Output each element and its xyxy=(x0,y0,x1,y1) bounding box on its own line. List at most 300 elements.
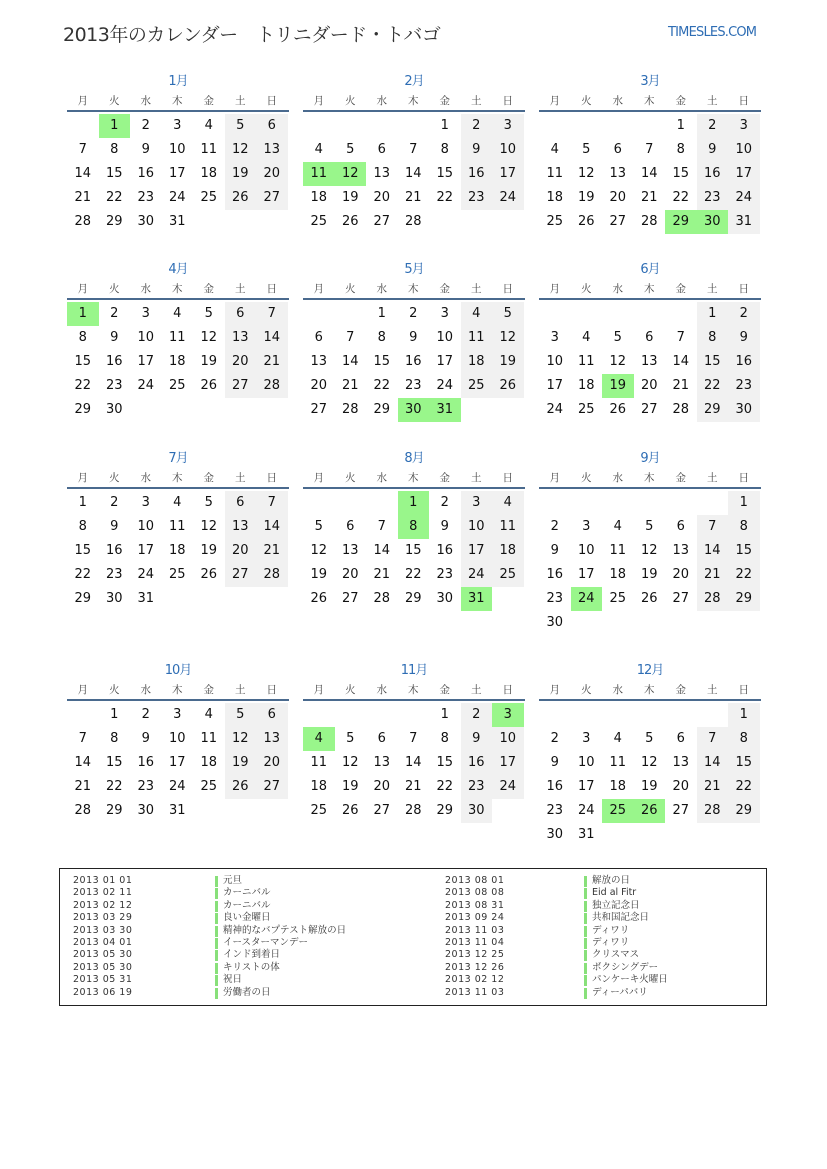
day-cell[interactable]: 14 xyxy=(74,166,92,181)
day-cell[interactable]: 23 xyxy=(697,186,729,210)
day-cell[interactable]: 8 xyxy=(110,142,119,157)
day-cell[interactable]: 6 xyxy=(645,330,654,345)
day-cell[interactable]: 28 xyxy=(672,402,690,417)
day-cell[interactable]: 13 xyxy=(256,138,288,162)
day-cell[interactable]: 29 xyxy=(105,803,123,818)
day-cell[interactable]: 6 xyxy=(225,302,257,326)
day-cell[interactable]: 19 xyxy=(225,162,257,186)
day-cell[interactable]: 2 xyxy=(461,703,493,727)
day-cell[interactable]: 18 xyxy=(200,755,218,770)
day-cell[interactable]: 9 xyxy=(461,138,493,162)
day-cell[interactable]: 29 xyxy=(697,398,729,422)
day-cell[interactable]: 25 xyxy=(200,190,218,205)
day-cell[interactable]: 17 xyxy=(168,755,186,770)
day-cell[interactable]: 13 xyxy=(672,755,690,770)
day-cell[interactable]: 29 xyxy=(373,402,391,417)
day-cell[interactable]: 3 xyxy=(582,731,591,746)
day-cell[interactable]: 15 xyxy=(697,350,729,374)
day-cell[interactable]: 8 xyxy=(728,727,760,751)
day-cell[interactable]: 27 xyxy=(672,803,690,818)
day-cell[interactable]: 15 xyxy=(436,166,454,181)
day-cell[interactable]: 21 xyxy=(256,350,288,374)
day-cell[interactable]: 8 xyxy=(440,731,449,746)
day-cell[interactable]: 4 xyxy=(613,519,622,534)
day-cell[interactable]: 20 xyxy=(640,378,658,393)
day-cell[interactable]: 2 xyxy=(110,306,119,321)
day-cell[interactable]: 23 xyxy=(436,567,454,582)
day-cell[interactable]: 27 xyxy=(256,186,288,210)
day-cell[interactable]: 31 xyxy=(728,210,760,234)
day-cell[interactable]: 22 xyxy=(436,190,454,205)
day-cell[interactable]: 1 xyxy=(377,306,386,321)
day-cell[interactable]: 10 xyxy=(546,354,564,369)
day-cell[interactable]: 18 xyxy=(609,779,627,794)
day-cell[interactable]: 15 xyxy=(672,166,690,181)
day-cell[interactable]: 28 xyxy=(74,214,92,229)
day-cell[interactable]: 26 xyxy=(492,374,524,398)
day-cell[interactable]: 2 xyxy=(110,495,119,510)
day-cell[interactable]: 11 xyxy=(168,519,186,534)
day-cell[interactable]: 8 xyxy=(78,519,87,534)
day-cell[interactable]: 5 xyxy=(204,495,213,510)
day-cell[interactable]: 25 xyxy=(310,803,328,818)
day-cell[interactable]: 28 xyxy=(404,214,422,229)
day-cell[interactable]: 9 xyxy=(141,142,150,157)
day-cell[interactable]: 24 xyxy=(461,563,493,587)
day-cell[interactable]: 30 xyxy=(436,591,454,606)
day-cell[interactable]: 20 xyxy=(341,567,359,582)
day-cell[interactable]: 19 xyxy=(341,190,359,205)
day-cell[interactable]: 2 xyxy=(728,302,760,326)
day-cell[interactable]: 26 xyxy=(225,186,257,210)
day-cell[interactable]: 14 xyxy=(341,354,359,369)
day-cell[interactable]: 30 xyxy=(461,799,493,823)
day-cell[interactable]: 25 xyxy=(546,214,564,229)
day-cell[interactable]: 3 xyxy=(461,491,493,515)
holiday-day-cell[interactable]: 4 xyxy=(303,727,335,751)
day-cell[interactable]: 5 xyxy=(582,142,591,157)
day-cell[interactable]: 24 xyxy=(492,186,524,210)
holiday-day-cell[interactable]: 24 xyxy=(571,587,603,611)
day-cell[interactable]: 17 xyxy=(436,354,454,369)
day-cell[interactable]: 3 xyxy=(550,330,559,345)
day-cell[interactable]: 28 xyxy=(74,803,92,818)
brand-logo[interactable]: TIMESLES.COM xyxy=(668,25,757,40)
day-cell[interactable]: 7 xyxy=(676,330,685,345)
day-cell[interactable]: 1 xyxy=(676,118,685,133)
day-cell[interactable]: 10 xyxy=(492,727,524,751)
day-cell[interactable]: 24 xyxy=(168,779,186,794)
day-cell[interactable]: 23 xyxy=(461,775,493,799)
day-cell[interactable]: 30 xyxy=(728,398,760,422)
day-cell[interactable]: 17 xyxy=(546,378,564,393)
holiday-day-cell[interactable]: 30 xyxy=(697,210,729,234)
day-cell[interactable]: 11 xyxy=(310,755,328,770)
day-cell[interactable]: 16 xyxy=(461,751,493,775)
day-cell[interactable]: 7 xyxy=(377,519,386,534)
day-cell[interactable]: 16 xyxy=(546,779,564,794)
day-cell[interactable]: 11 xyxy=(492,515,524,539)
day-cell[interactable]: 23 xyxy=(461,186,493,210)
day-cell[interactable]: 27 xyxy=(373,803,391,818)
day-cell[interactable]: 10 xyxy=(492,138,524,162)
day-cell[interactable]: 20 xyxy=(256,162,288,186)
day-cell[interactable]: 24 xyxy=(546,402,564,417)
day-cell[interactable]: 22 xyxy=(373,378,391,393)
day-cell[interactable]: 11 xyxy=(168,330,186,345)
holiday-day-cell[interactable]: 1 xyxy=(398,491,430,515)
holiday-day-cell[interactable]: 19 xyxy=(602,374,634,398)
day-cell[interactable]: 10 xyxy=(137,519,155,534)
day-cell[interactable]: 27 xyxy=(256,775,288,799)
day-cell[interactable]: 12 xyxy=(341,755,359,770)
day-cell[interactable]: 5 xyxy=(613,330,622,345)
day-cell[interactable]: 20 xyxy=(672,779,690,794)
day-cell[interactable]: 26 xyxy=(341,214,359,229)
day-cell[interactable]: 26 xyxy=(225,775,257,799)
holiday-day-cell[interactable]: 29 xyxy=(665,210,697,234)
day-cell[interactable]: 4 xyxy=(314,142,323,157)
day-cell[interactable]: 22 xyxy=(672,190,690,205)
holiday-day-cell[interactable]: 12 xyxy=(335,162,367,186)
day-cell[interactable]: 14 xyxy=(256,515,288,539)
day-cell[interactable]: 5 xyxy=(314,519,323,534)
day-cell[interactable]: 1 xyxy=(78,495,87,510)
day-cell[interactable]: 22 xyxy=(728,563,760,587)
day-cell[interactable]: 26 xyxy=(577,214,595,229)
day-cell[interactable]: 23 xyxy=(728,374,760,398)
day-cell[interactable]: 15 xyxy=(404,543,422,558)
day-cell[interactable]: 6 xyxy=(225,491,257,515)
day-cell[interactable]: 13 xyxy=(225,326,257,350)
day-cell[interactable]: 3 xyxy=(173,118,182,133)
day-cell[interactable]: 24 xyxy=(137,567,155,582)
day-cell[interactable]: 7 xyxy=(256,302,288,326)
day-cell[interactable]: 1 xyxy=(728,703,760,727)
day-cell[interactable]: 28 xyxy=(341,402,359,417)
day-cell[interactable]: 21 xyxy=(341,378,359,393)
day-cell[interactable]: 7 xyxy=(697,727,729,751)
day-cell[interactable]: 28 xyxy=(697,799,729,823)
day-cell[interactable]: 25 xyxy=(461,374,493,398)
day-cell[interactable]: 18 xyxy=(577,378,595,393)
day-cell[interactable]: 7 xyxy=(645,142,654,157)
day-cell[interactable]: 23 xyxy=(404,378,422,393)
day-cell[interactable]: 20 xyxy=(373,190,391,205)
day-cell[interactable]: 18 xyxy=(461,350,493,374)
day-cell[interactable]: 14 xyxy=(697,539,729,563)
day-cell[interactable]: 24 xyxy=(436,378,454,393)
day-cell[interactable]: 11 xyxy=(609,755,627,770)
day-cell[interactable]: 20 xyxy=(225,539,257,563)
day-cell[interactable]: 17 xyxy=(461,539,493,563)
day-cell[interactable]: 22 xyxy=(74,567,92,582)
day-cell[interactable]: 13 xyxy=(373,166,391,181)
day-cell[interactable]: 6 xyxy=(676,519,685,534)
day-cell[interactable]: 13 xyxy=(225,515,257,539)
day-cell[interactable]: 17 xyxy=(728,162,760,186)
day-cell[interactable]: 13 xyxy=(640,354,658,369)
day-cell[interactable]: 13 xyxy=(341,543,359,558)
day-cell[interactable]: 14 xyxy=(74,755,92,770)
day-cell[interactable]: 14 xyxy=(256,326,288,350)
day-cell[interactable]: 23 xyxy=(546,591,564,606)
day-cell[interactable]: 4 xyxy=(173,306,182,321)
day-cell[interactable]: 25 xyxy=(577,402,595,417)
day-cell[interactable]: 10 xyxy=(137,330,155,345)
day-cell[interactable]: 21 xyxy=(373,567,391,582)
day-cell[interactable]: 22 xyxy=(105,779,123,794)
day-cell[interactable]: 27 xyxy=(225,563,257,587)
day-cell[interactable]: 19 xyxy=(640,567,658,582)
day-cell[interactable]: 23 xyxy=(105,567,123,582)
day-cell[interactable]: 12 xyxy=(200,330,218,345)
day-cell[interactable]: 27 xyxy=(225,374,257,398)
day-cell[interactable]: 6 xyxy=(613,142,622,157)
day-cell[interactable]: 10 xyxy=(728,138,760,162)
day-cell[interactable]: 9 xyxy=(110,330,119,345)
day-cell[interactable]: 4 xyxy=(461,302,493,326)
day-cell[interactable]: 7 xyxy=(697,515,729,539)
day-cell[interactable]: 17 xyxy=(492,751,524,775)
day-cell[interactable]: 22 xyxy=(404,567,422,582)
day-cell[interactable]: 7 xyxy=(78,731,87,746)
day-cell[interactable]: 5 xyxy=(225,703,257,727)
day-cell[interactable]: 3 xyxy=(141,495,150,510)
day-cell[interactable]: 18 xyxy=(168,543,186,558)
day-cell[interactable]: 30 xyxy=(137,803,155,818)
day-cell[interactable]: 21 xyxy=(74,190,92,205)
day-cell[interactable]: 22 xyxy=(697,374,729,398)
day-cell[interactable]: 24 xyxy=(168,190,186,205)
day-cell[interactable]: 14 xyxy=(697,751,729,775)
day-cell[interactable]: 24 xyxy=(492,775,524,799)
day-cell[interactable]: 27 xyxy=(310,402,328,417)
day-cell[interactable]: 29 xyxy=(105,214,123,229)
day-cell[interactable]: 19 xyxy=(200,354,218,369)
day-cell[interactable]: 1 xyxy=(110,707,119,722)
day-cell[interactable]: 17 xyxy=(168,166,186,181)
day-cell[interactable]: 23 xyxy=(105,378,123,393)
day-cell[interactable]: 19 xyxy=(341,779,359,794)
day-cell[interactable]: 7 xyxy=(409,142,418,157)
day-cell[interactable]: 12 xyxy=(640,543,658,558)
day-cell[interactable]: 19 xyxy=(200,543,218,558)
day-cell[interactable]: 18 xyxy=(609,567,627,582)
day-cell[interactable]: 21 xyxy=(672,378,690,393)
day-cell[interactable]: 23 xyxy=(137,190,155,205)
holiday-day-cell[interactable]: 25 xyxy=(602,799,634,823)
day-cell[interactable]: 5 xyxy=(492,302,524,326)
day-cell[interactable]: 18 xyxy=(546,190,564,205)
day-cell[interactable]: 12 xyxy=(492,326,524,350)
day-cell[interactable]: 13 xyxy=(373,755,391,770)
day-cell[interactable]: 9 xyxy=(728,326,760,350)
day-cell[interactable]: 28 xyxy=(256,563,288,587)
day-cell[interactable]: 18 xyxy=(168,354,186,369)
day-cell[interactable]: 8 xyxy=(728,515,760,539)
day-cell[interactable]: 5 xyxy=(204,306,213,321)
day-cell[interactable]: 17 xyxy=(137,354,155,369)
day-cell[interactable]: 28 xyxy=(640,214,658,229)
day-cell[interactable]: 23 xyxy=(546,803,564,818)
day-cell[interactable]: 25 xyxy=(168,567,186,582)
day-cell[interactable]: 18 xyxy=(310,190,328,205)
day-cell[interactable]: 14 xyxy=(373,543,391,558)
day-cell[interactable]: 15 xyxy=(728,539,760,563)
day-cell[interactable]: 2 xyxy=(550,731,559,746)
day-cell[interactable]: 14 xyxy=(640,166,658,181)
day-cell[interactable]: 25 xyxy=(168,378,186,393)
day-cell[interactable]: 6 xyxy=(346,519,355,534)
day-cell[interactable]: 2 xyxy=(141,707,150,722)
day-cell[interactable]: 29 xyxy=(436,803,454,818)
day-cell[interactable]: 4 xyxy=(613,731,622,746)
day-cell[interactable]: 25 xyxy=(492,563,524,587)
day-cell[interactable]: 4 xyxy=(204,118,213,133)
day-cell[interactable]: 21 xyxy=(640,190,658,205)
day-cell[interactable]: 24 xyxy=(137,378,155,393)
holiday-day-cell[interactable]: 31 xyxy=(429,398,461,422)
day-cell[interactable]: 19 xyxy=(225,751,257,775)
day-cell[interactable]: 19 xyxy=(492,350,524,374)
day-cell[interactable]: 4 xyxy=(582,330,591,345)
day-cell[interactable]: 9 xyxy=(697,138,729,162)
day-cell[interactable]: 21 xyxy=(74,779,92,794)
day-cell[interactable]: 17 xyxy=(577,567,595,582)
day-cell[interactable]: 31 xyxy=(168,214,186,229)
day-cell[interactable]: 9 xyxy=(550,543,559,558)
day-cell[interactable]: 27 xyxy=(609,214,627,229)
day-cell[interactable]: 22 xyxy=(105,190,123,205)
day-cell[interactable]: 13 xyxy=(310,354,328,369)
day-cell[interactable]: 5 xyxy=(645,519,654,534)
day-cell[interactable]: 30 xyxy=(105,402,123,417)
day-cell[interactable]: 11 xyxy=(609,543,627,558)
day-cell[interactable]: 2 xyxy=(461,114,493,138)
day-cell[interactable]: 3 xyxy=(582,519,591,534)
day-cell[interactable]: 16 xyxy=(546,567,564,582)
holiday-day-cell[interactable]: 26 xyxy=(634,799,666,823)
holiday-day-cell[interactable]: 30 xyxy=(398,398,430,422)
day-cell[interactable]: 6 xyxy=(377,142,386,157)
day-cell[interactable]: 5 xyxy=(645,731,654,746)
holiday-day-cell[interactable]: 1 xyxy=(99,114,131,138)
day-cell[interactable]: 30 xyxy=(546,615,564,630)
day-cell[interactable]: 29 xyxy=(728,587,760,611)
day-cell[interactable]: 7 xyxy=(256,491,288,515)
day-cell[interactable]: 26 xyxy=(310,591,328,606)
day-cell[interactable]: 10 xyxy=(436,330,454,345)
day-cell[interactable]: 11 xyxy=(200,142,218,157)
day-cell[interactable]: 15 xyxy=(105,166,123,181)
day-cell[interactable]: 25 xyxy=(310,214,328,229)
holiday-day-cell[interactable]: 11 xyxy=(303,162,335,186)
day-cell[interactable]: 20 xyxy=(256,751,288,775)
day-cell[interactable]: 15 xyxy=(436,755,454,770)
day-cell[interactable]: 10 xyxy=(577,755,595,770)
day-cell[interactable]: 29 xyxy=(74,402,92,417)
day-cell[interactable]: 16 xyxy=(461,162,493,186)
day-cell[interactable]: 27 xyxy=(373,214,391,229)
day-cell[interactable]: 7 xyxy=(346,330,355,345)
day-cell[interactable]: 22 xyxy=(74,378,92,393)
day-cell[interactable]: 26 xyxy=(200,378,218,393)
day-cell[interactable]: 26 xyxy=(640,591,658,606)
day-cell[interactable]: 4 xyxy=(204,707,213,722)
day-cell[interactable]: 10 xyxy=(577,543,595,558)
day-cell[interactable]: 28 xyxy=(256,374,288,398)
day-cell[interactable]: 9 xyxy=(409,330,418,345)
day-cell[interactable]: 8 xyxy=(377,330,386,345)
day-cell[interactable]: 16 xyxy=(105,543,123,558)
day-cell[interactable]: 16 xyxy=(404,354,422,369)
day-cell[interactable]: 30 xyxy=(105,591,123,606)
day-cell[interactable]: 10 xyxy=(168,731,186,746)
day-cell[interactable]: 11 xyxy=(546,166,564,181)
day-cell[interactable]: 8 xyxy=(78,330,87,345)
day-cell[interactable]: 3 xyxy=(440,306,449,321)
day-cell[interactable]: 19 xyxy=(577,190,595,205)
day-cell[interactable]: 1 xyxy=(440,118,449,133)
day-cell[interactable]: 18 xyxy=(492,539,524,563)
day-cell[interactable]: 6 xyxy=(314,330,323,345)
day-cell[interactable]: 14 xyxy=(672,354,690,369)
day-cell[interactable]: 7 xyxy=(78,142,87,157)
day-cell[interactable]: 9 xyxy=(440,519,449,534)
day-cell[interactable]: 19 xyxy=(310,567,328,582)
day-cell[interactable]: 13 xyxy=(609,166,627,181)
day-cell[interactable]: 25 xyxy=(609,591,627,606)
day-cell[interactable]: 9 xyxy=(550,755,559,770)
day-cell[interactable]: 1 xyxy=(728,491,760,515)
day-cell[interactable]: 24 xyxy=(577,803,595,818)
day-cell[interactable]: 12 xyxy=(200,519,218,534)
day-cell[interactable]: 26 xyxy=(341,803,359,818)
holiday-day-cell[interactable]: 1 xyxy=(67,302,99,326)
day-cell[interactable]: 16 xyxy=(728,350,760,374)
day-cell[interactable]: 3 xyxy=(173,707,182,722)
day-cell[interactable]: 29 xyxy=(74,591,92,606)
day-cell[interactable]: 5 xyxy=(225,114,257,138)
day-cell[interactable]: 3 xyxy=(141,306,150,321)
day-cell[interactable]: 21 xyxy=(697,563,729,587)
day-cell[interactable]: 21 xyxy=(256,539,288,563)
day-cell[interactable]: 15 xyxy=(105,755,123,770)
day-cell[interactable]: 15 xyxy=(373,354,391,369)
day-cell[interactable]: 4 xyxy=(550,142,559,157)
day-cell[interactable]: 21 xyxy=(404,779,422,794)
day-cell[interactable]: 25 xyxy=(200,779,218,794)
day-cell[interactable]: 1 xyxy=(697,302,729,326)
day-cell[interactable]: 29 xyxy=(404,591,422,606)
day-cell[interactable]: 12 xyxy=(640,755,658,770)
day-cell[interactable]: 20 xyxy=(310,378,328,393)
day-cell[interactable]: 2 xyxy=(409,306,418,321)
day-cell[interactable]: 4 xyxy=(173,495,182,510)
day-cell[interactable]: 13 xyxy=(256,727,288,751)
day-cell[interactable]: 12 xyxy=(225,138,257,162)
day-cell[interactable]: 31 xyxy=(577,827,595,842)
day-cell[interactable]: 17 xyxy=(492,162,524,186)
day-cell[interactable]: 26 xyxy=(609,402,627,417)
day-cell[interactable]: 15 xyxy=(728,751,760,775)
day-cell[interactable]: 12 xyxy=(310,543,328,558)
holiday-day-cell[interactable]: 8 xyxy=(398,515,430,539)
day-cell[interactable]: 31 xyxy=(168,803,186,818)
day-cell[interactable]: 12 xyxy=(225,727,257,751)
day-cell[interactable]: 11 xyxy=(461,326,493,350)
